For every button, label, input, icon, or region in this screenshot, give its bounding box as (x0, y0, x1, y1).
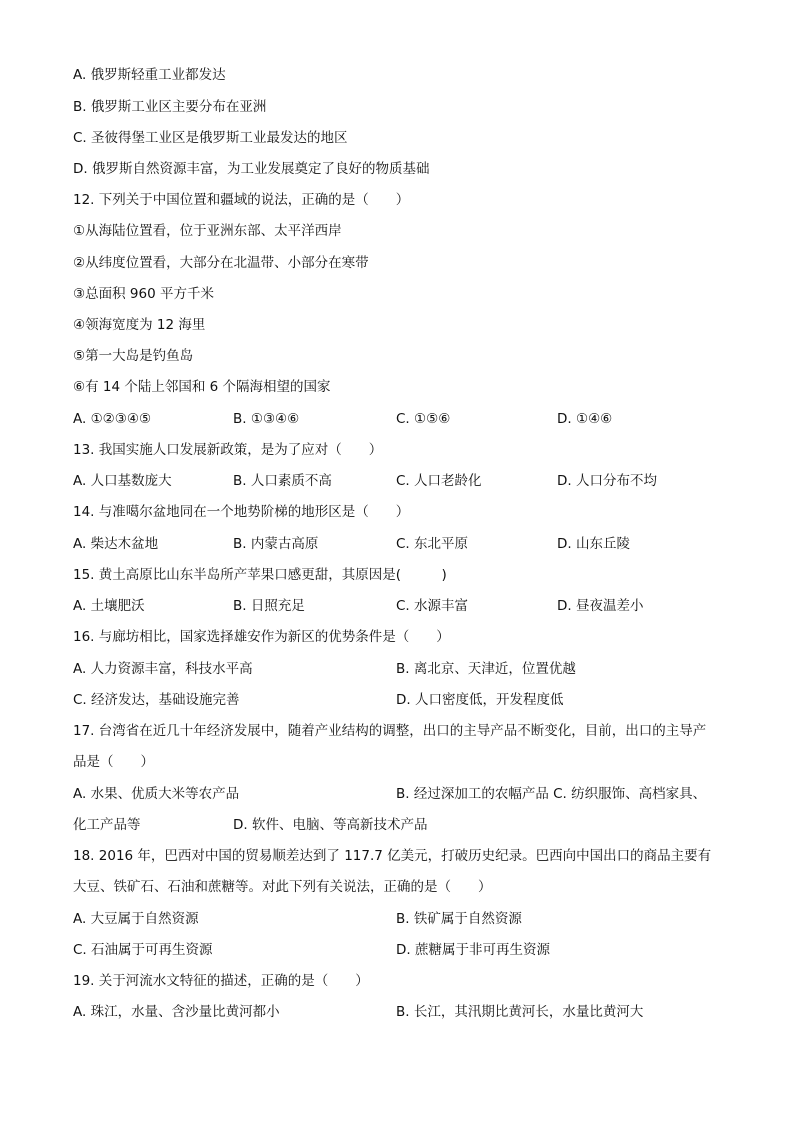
q13-option-a: A. 人口基数庞大 (73, 473, 172, 489)
q18-option-a: A. 大豆属于自然资源 (73, 911, 199, 927)
q15-option-c: C. 水源丰富 (396, 598, 469, 614)
q12-option-d: D. ①④⑥ (557, 411, 613, 427)
q15-option-d: D. 昼夜温差小 (557, 598, 644, 614)
q12-statement-6: ⑥有 14 个陆上邻国和 6 个隔海相望的国家 (73, 379, 331, 395)
q19-stem: 19. 关于河流水文特征的描述，正确的是（ ） (73, 973, 369, 989)
q12-statement-3: ③总面积 960 平方千米 (73, 286, 214, 302)
q16-option-c: C. 经济发达，基础设施完善 (73, 692, 240, 708)
q14-option-c: C. 东北平原 (396, 536, 469, 552)
q15-option-a: A. 土壤肥沃 (73, 598, 145, 614)
q13-option-d: D. 人口分布不均 (557, 473, 657, 489)
q12-option-c: C. ①⑤⑥ (396, 411, 451, 427)
q19-option-b: B. 长江，其汛期比黄河长，水量比黄河大 (396, 1004, 644, 1020)
q13-stem: 13. 我国实施人口发展新政策，是为了应对（ ） (73, 442, 383, 458)
q18-stem-cont: 大豆、铁矿石、石油和蔗糖等。对此下列有关说法，正确的是（ ） (73, 879, 492, 895)
q18-option-d: D. 蔗糖属于非可再生资源 (396, 942, 550, 958)
q11-option-a: A. 俄罗斯轻重工业都发达 (73, 67, 226, 83)
q12-option-b: B. ①③④⑥ (233, 411, 300, 427)
q16-stem: 16. 与廊坊相比，国家选择雄安作为新区的优势条件是（ ） (73, 629, 450, 645)
q16-option-a: A. 人力资源丰富，科技水平高 (73, 661, 253, 677)
q13-option-c: C. 人口老龄化 (396, 473, 482, 489)
q14-option-b: B. 内蒙古高原 (233, 536, 319, 552)
q17-option-a: A. 水果、优质大米等农产品 (73, 786, 240, 802)
q11-option-c: C. 圣彼得堡工业区是俄罗斯工业最发达的地区 (73, 130, 348, 146)
q11-option-d: D. 俄罗斯自然资源丰富，为工业发展奠定了良好的物质基础 (73, 161, 430, 177)
q15-option-b: B. 日照充足 (233, 598, 305, 614)
q12-statement-2: ②从纬度位置看，大部分在北温带、小部分在寒带 (73, 255, 369, 271)
q12-statement-5: ⑤第一大岛是钓鱼岛 (73, 348, 194, 364)
q12-statement-1: ①从海陆位置看，位于亚洲东部、太平洋西岸 (73, 223, 342, 239)
q16-option-d: D. 人口密度低，开发程度低 (396, 692, 564, 708)
q14-stem: 14. 与准噶尔盆地同在一个地势阶梯的地形区是（ ） (73, 504, 410, 520)
q12-statement-4: ④领海宽度为 12 海里 (73, 317, 206, 333)
q13-option-b: B. 人口素质不高 (233, 473, 332, 489)
q17-stem: 17. 台湾省在近几十年经济发展中，随着产业结构的调整，出口的主导产品不断变化，目前，出口的主导产 (73, 723, 707, 739)
q19-option-a: A. 珠江，水量、含沙量比黄河都小 (73, 1004, 280, 1020)
q12-stem: 12. 下列关于中国位置和疆域的说法，正确的是（ ） (73, 192, 410, 208)
q17-stem-cont: 品是（ ） (73, 754, 154, 770)
q12-option-a: A. ①②③④⑤ (73, 411, 152, 427)
q18-option-c: C. 石油属于可再生资源 (73, 942, 213, 958)
q17-option-b-c: B. 经过深加工的农幅产品 C. 纺织服饰、高档家具、 (396, 786, 707, 802)
q18-stem: 18. 2016 年，巴西对中国的贸易顺差达到了 117.7 亿美元，打破历史纪录。巴西向中国出口的商品主要有 (73, 848, 712, 864)
q17-option-d: D. 软件、电脑、等高新技术产品 (233, 817, 428, 833)
q17-option-c-cont: 化工产品等 (73, 817, 141, 833)
q14-option-d: D. 山东丘陵 (557, 536, 630, 552)
q15-stem: 15. 黄土高原比山东半岛所产苹果口感更甜，其原因是( ) (73, 567, 447, 583)
q14-option-a: A. 柴达木盆地 (73, 536, 159, 552)
q11-option-b: B. 俄罗斯工业区主要分布在亚洲 (73, 99, 267, 115)
q18-option-b: B. 铁矿属于自然资源 (396, 911, 522, 927)
q16-option-b: B. 离北京、天津近，位置优越 (396, 661, 576, 677)
